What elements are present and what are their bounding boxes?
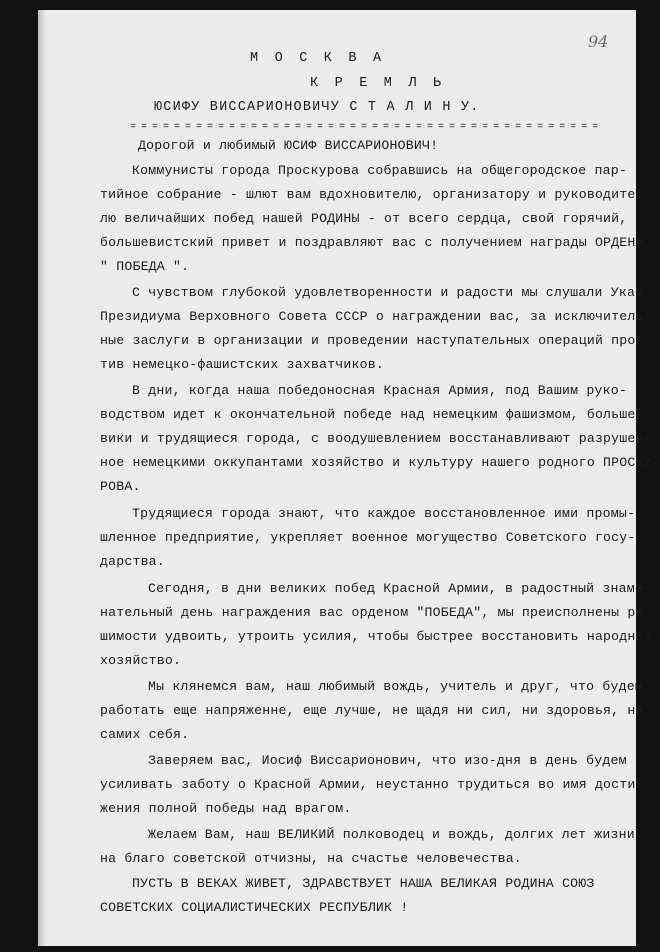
double-rule: = = = = = = = = = = = = = = = = = = = = = = = = = = = = = = = = = = = = = = = = = = = (130, 122, 598, 133)
text-line: шимости удвоить, утроить усилия, чтобы быстрее восстановить народное (100, 629, 652, 644)
text-line: хозяйство. (100, 653, 182, 668)
text-line: Президиума Верховного Совета СССР о награждении вас, за исключитель- (100, 309, 652, 324)
salutation: Дорогой и любимый ЮСИФ ВИССАРИОНОВИЧ! (138, 138, 439, 153)
page-number: 94 (588, 32, 609, 51)
text-line: на благо советской отчизны, на счастье человечества. (100, 851, 522, 866)
text-line: РОВА. (100, 479, 141, 494)
text-line: С чувством глубокой удовлетворенности и радости мы слушали Указ (132, 285, 644, 300)
header-city: М О С К В А (250, 51, 386, 66)
text-line: Коммунисты города Проскурова собравшись на общегородское пар- (132, 163, 627, 178)
text-line: В дни, когда наша победоносная Красная Армия, под Вашим руко- (132, 383, 627, 398)
text-line: Сегодня, в дни великих побед Красной Армии, в радостный знаме- (148, 581, 652, 596)
text-line: ное немецкими оккупантами хозяйство и культуру нашего родного ПРОСКУ- (100, 455, 660, 470)
text-line: Желаем Вам, наш ВЕЛИКИЙ полководец и вождь, долгих лет жизни (148, 827, 635, 842)
text-line: Трудящиеся города знают, что каждое восстановленное ими промы- (132, 506, 636, 521)
text-line: водством идет к окончательной победе над немецким фашизмом, больше- (100, 407, 644, 422)
text-line: большевистский привет и поздравляют вас с получением награды ОРДЕНА (100, 235, 644, 250)
text-line: усиливать заботу о Красной Армии, неустанно трудиться во имя дости- (100, 777, 644, 792)
text-line: тив немецко-фашистских захватчиков. (100, 357, 384, 372)
document-page (38, 10, 660, 946)
page-edge-shadow (38, 10, 46, 946)
text-line: жения полной победы над врагом. (100, 801, 352, 816)
header-addressee: ЮСИФУ ВИССАРИОНОВИЧУ С Т А Л И Н У. (154, 100, 480, 115)
text-line: тийное собрание - шлют вам вдохновителю, организатору и руководите- (100, 187, 644, 202)
text-line: Мы клянемся вам, наш любимый вождь, учитель и друг, что будем (148, 679, 643, 694)
text-line: нательный день награждения вас орденом "ПОБЕДА", мы преисполнены ре- (100, 605, 652, 620)
text-line: Заверяем вас, Иосиф Виссарионович, что изо-дня в день будем (148, 753, 627, 768)
text-line: " ПОБЕДА ". (100, 259, 190, 274)
header-place: К Р Е М Л Ь (310, 76, 446, 91)
text-line: лю величайших побед нашей РОДИНЫ - от всего сердца, свой горячий, (100, 211, 628, 226)
text-line: самих себя. (100, 727, 190, 742)
text-line: ные заслуги в организации и проведении наступательных операций про- (100, 333, 644, 348)
text-line: работать еще напряженне, еще лучше, не щадя ни сил, ни здоровья, ни (100, 703, 644, 718)
text-line: вики и трудящиеся города, с воодушевлением восстанавливают разрушен- (100, 431, 652, 446)
text-line: шленное предприятие, укрепляет военное могущество Советского госу- (100, 530, 636, 545)
text-line: ПУСТЬ В ВЕКАХ ЖИВЕТ, ЗДРАВСТВУЕТ НАША ВЕЛИКАЯ РОДИНА СОЮЗ (132, 876, 595, 891)
text-line: СОВЕТСКИХ СОЦИАЛИСТИЧЕСКИХ РЕСПУБЛИК ! (100, 900, 409, 915)
text-line: дарства. (100, 554, 165, 569)
